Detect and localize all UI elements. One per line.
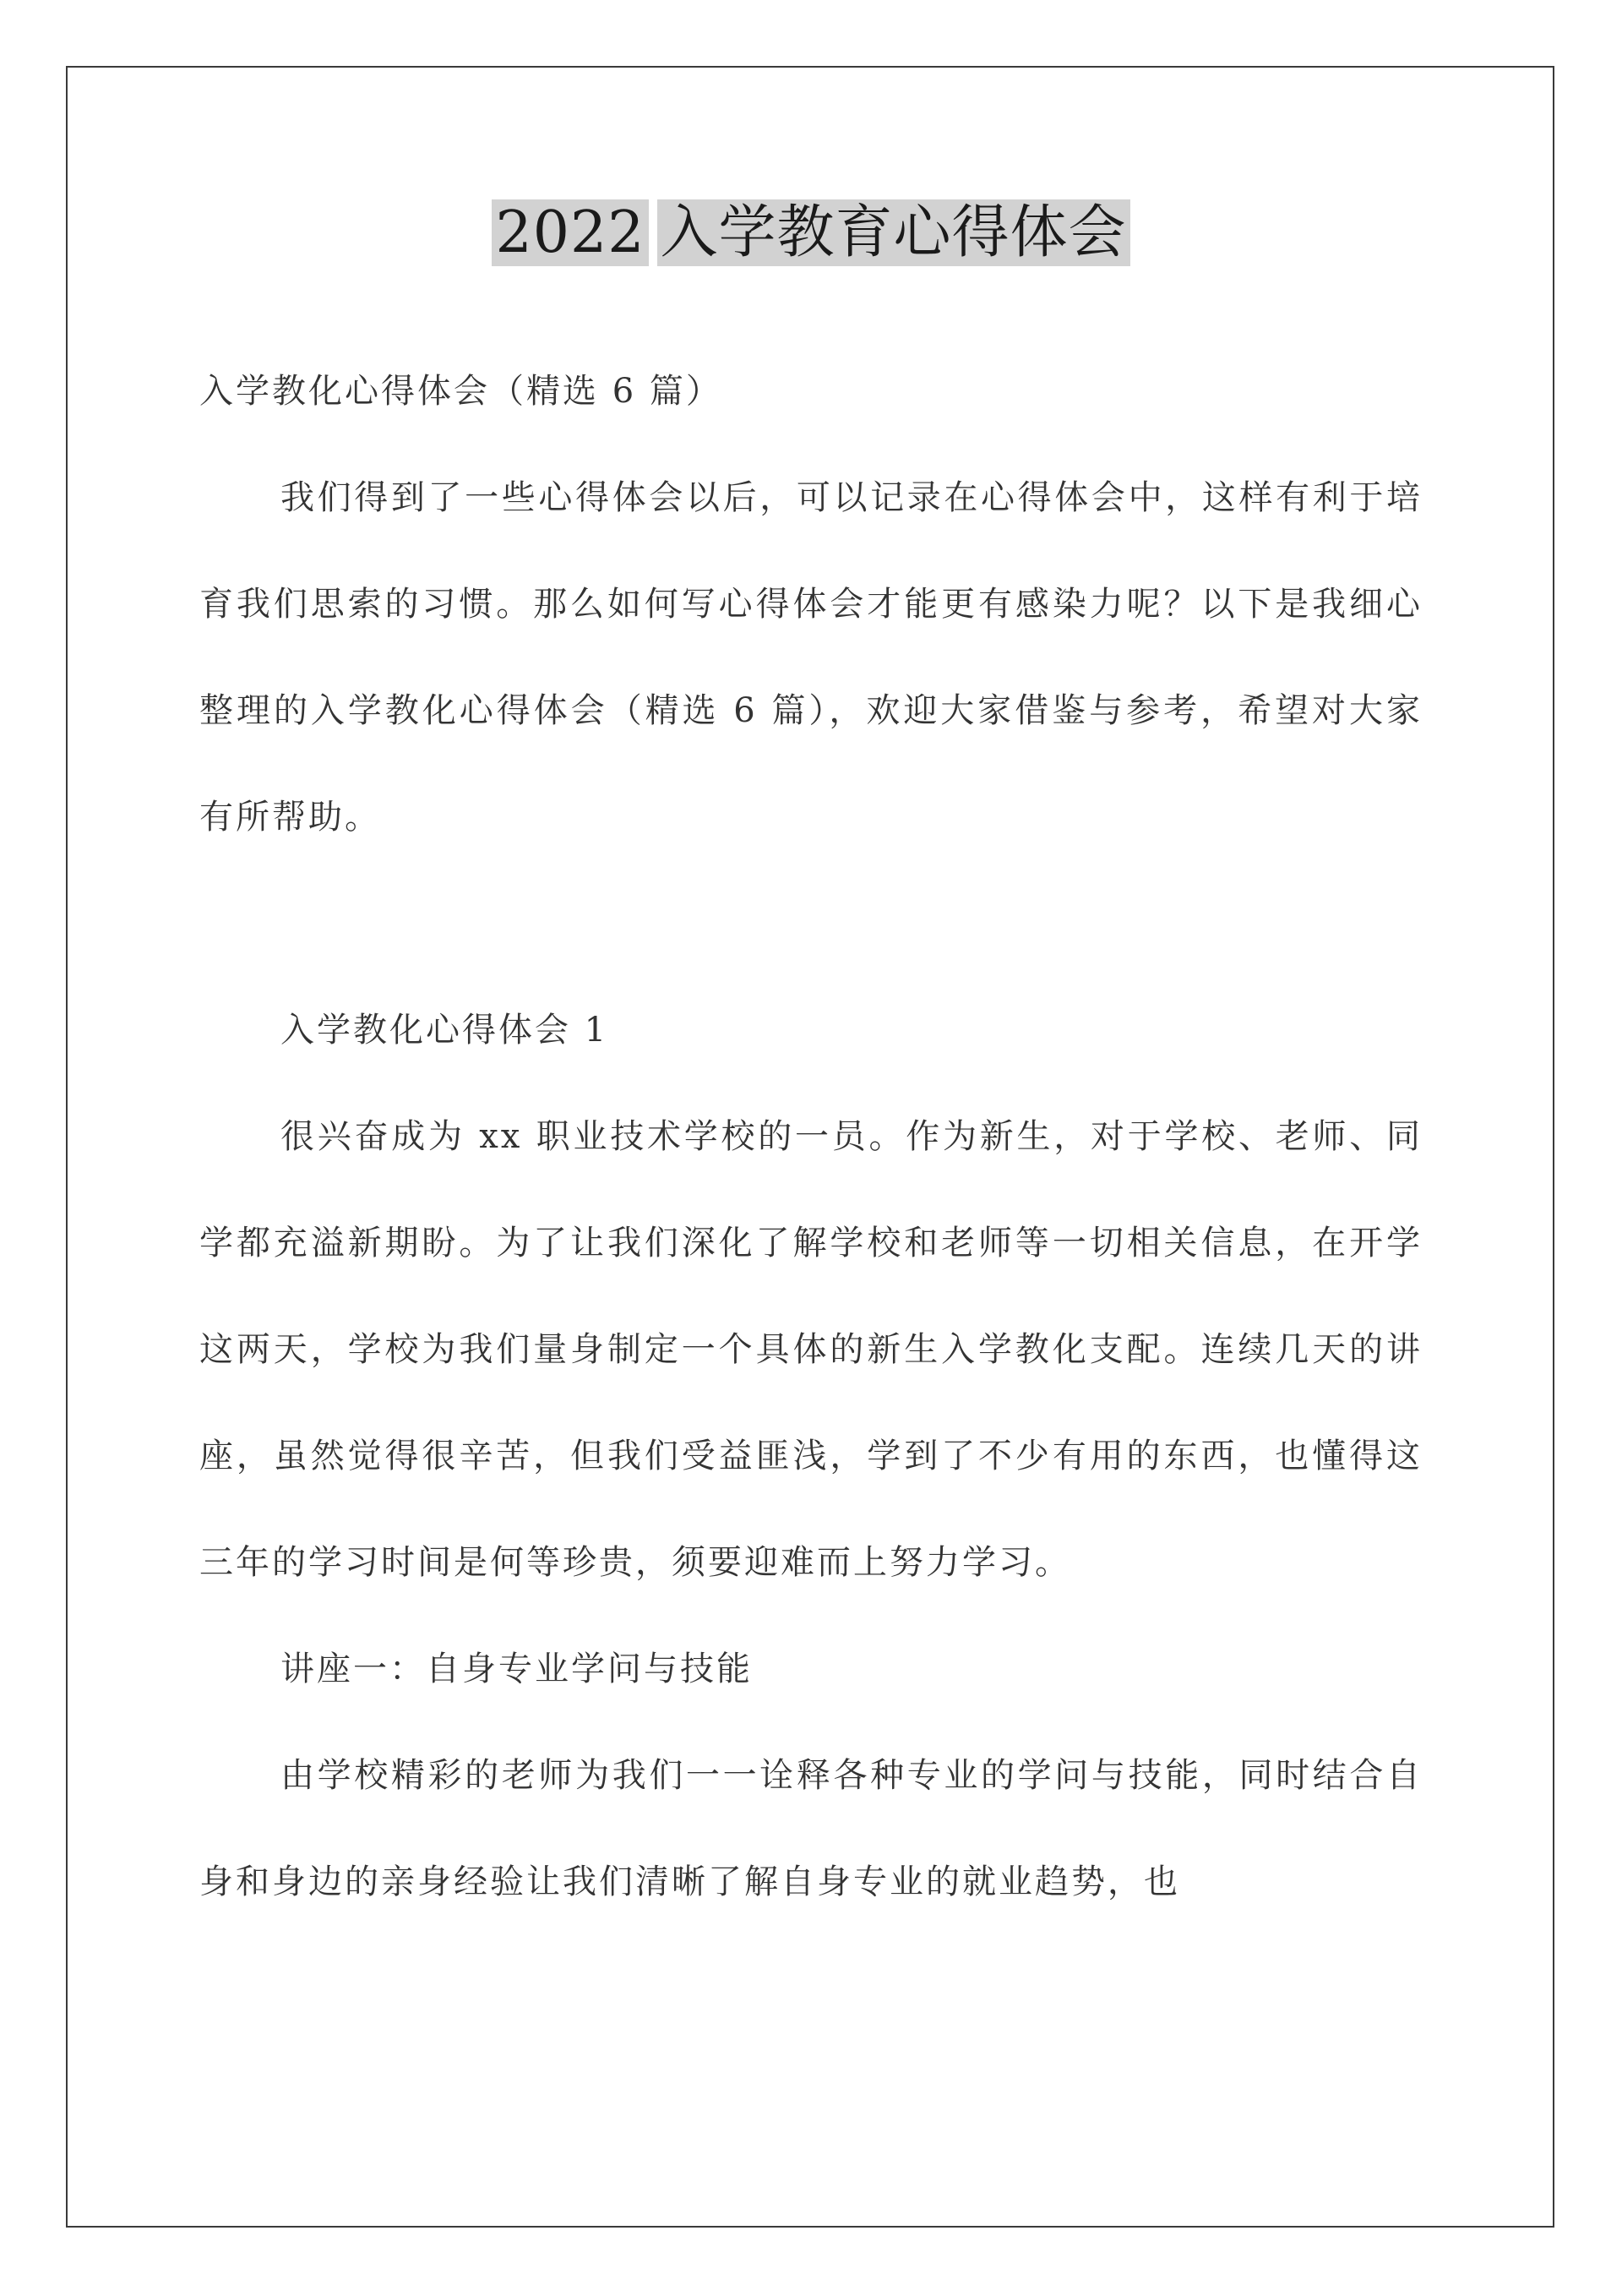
title-text: 入学教育心得体会 <box>657 199 1130 266</box>
lecture-paragraph: 由学校精彩的老师为我们一一诠释各种专业的学问与技能，同时结合自身和身边的亲身经验让我们清晰了解自身专业的就业趋势，也 <box>199 1756 1423 1901</box>
document-body <box>199 338 1423 1935</box>
section-paragraph: 很兴奋成为 xx 职业技术学校的一员。作为新生，对于学校、老师、同学都充溢新期盼。为了让我们深化了解学校和老师等一切相关信息，在开学这两天，学校为我们量身制定一个具体的新生入学教化支配。连续几天的讲座，虽然觉得很辛苦，但我们受益匪浅，学到了不少有用的东西，也懂得这三年的学习时间是何等珍贵，须要迎难而上努力学习。 <box>199 1117 1423 1582</box>
title-year: 2022 <box>492 199 648 266</box>
document-title <box>0 193 1622 274</box>
lecture-heading: 讲座一：自身专业学问与技能 <box>280 1650 753 1688</box>
document-subtitle: 入学教化心得体会（精选 6 篇） <box>199 372 722 411</box>
intro-paragraph: 我们得到了一些心得体会以后，可以记录在心得体会中，这样有利于培育我们思索的习惯。那么如何写心得体会才能更有感染力呢？以下是我细心整理的入学教化心得体会（精选 6 篇），欢迎大家借鉴与参考，希望对大家有所帮助。 <box>199 478 1423 837</box>
section-heading: 入学教化心得体会 1 <box>280 1011 609 1050</box>
